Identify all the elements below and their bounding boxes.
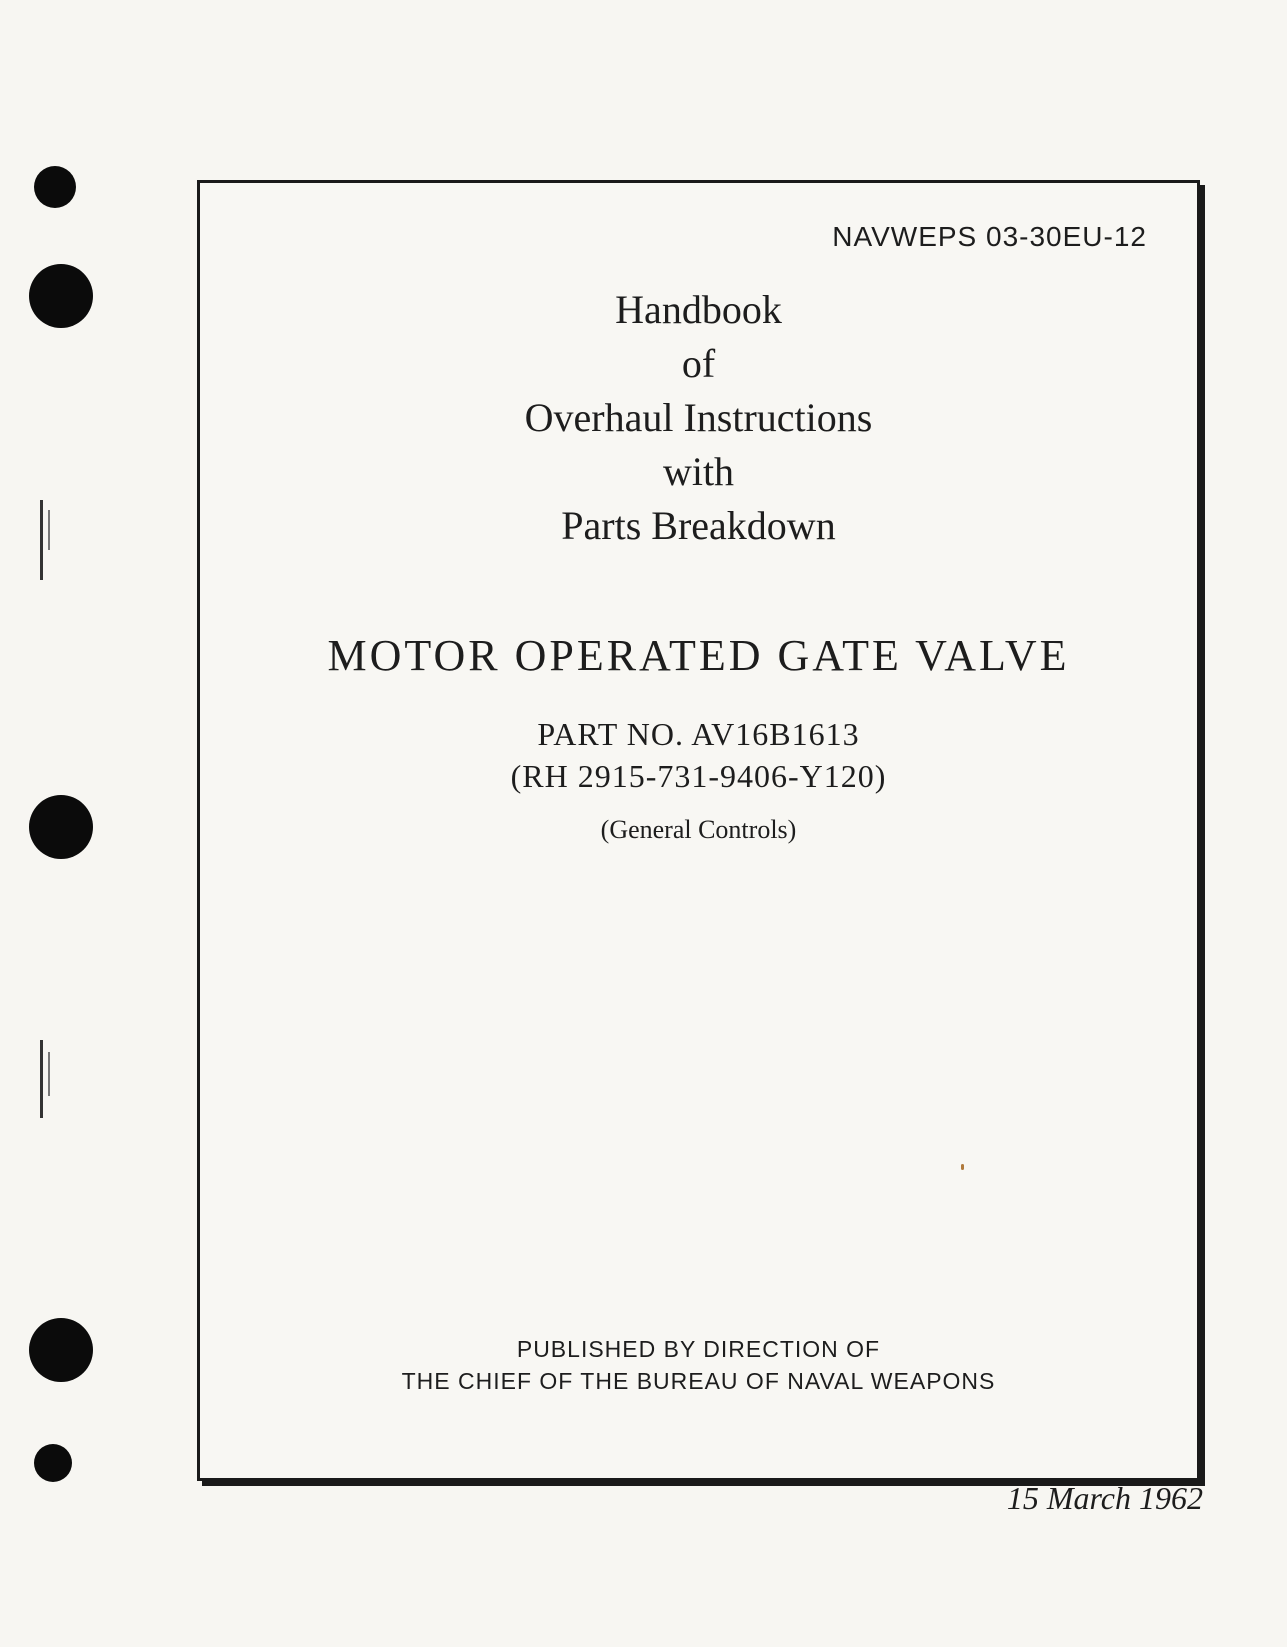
scan-mark [48,510,50,550]
title-line: with [662,449,735,494]
scan-mark [48,1052,50,1096]
binder-hole-5 [34,1444,72,1482]
paper-speck [961,1164,964,1170]
part-number-block [200,713,1197,797]
cover-frame [197,180,1200,1481]
binder-hole-2 [29,264,93,328]
binder-hole-1 [34,166,76,208]
title-block [200,283,1197,553]
title-line: Parts Breakdown [561,503,836,548]
document-number: NAVWEPS 03-30EU-12 [832,221,1147,252]
subject-title: MOTOR OPERATED GATE VALVE [327,631,1070,680]
manufacturer: (General Controls) [600,815,797,844]
binder-hole-4 [29,1318,93,1382]
publisher-line: PUBLISHED BY DIRECTION OF [516,1336,881,1362]
binder-hole-3 [29,795,93,859]
scan-mark [40,500,43,580]
part-number: PART NO. AV16B1613 [537,716,860,752]
publisher-block [200,1333,1197,1397]
publisher-line: THE CHIEF OF THE BUREAU OF NAVAL WEAPONS [401,1368,996,1394]
title-line: Overhaul Instructions [524,395,873,440]
title-line: of [681,341,716,386]
title-line: Handbook [615,287,782,332]
scan-mark [40,1040,43,1118]
reference-number: (RH 2915-731-9406-Y120) [510,758,887,794]
publication-date: 15 March 1962 [1006,1480,1203,1516]
